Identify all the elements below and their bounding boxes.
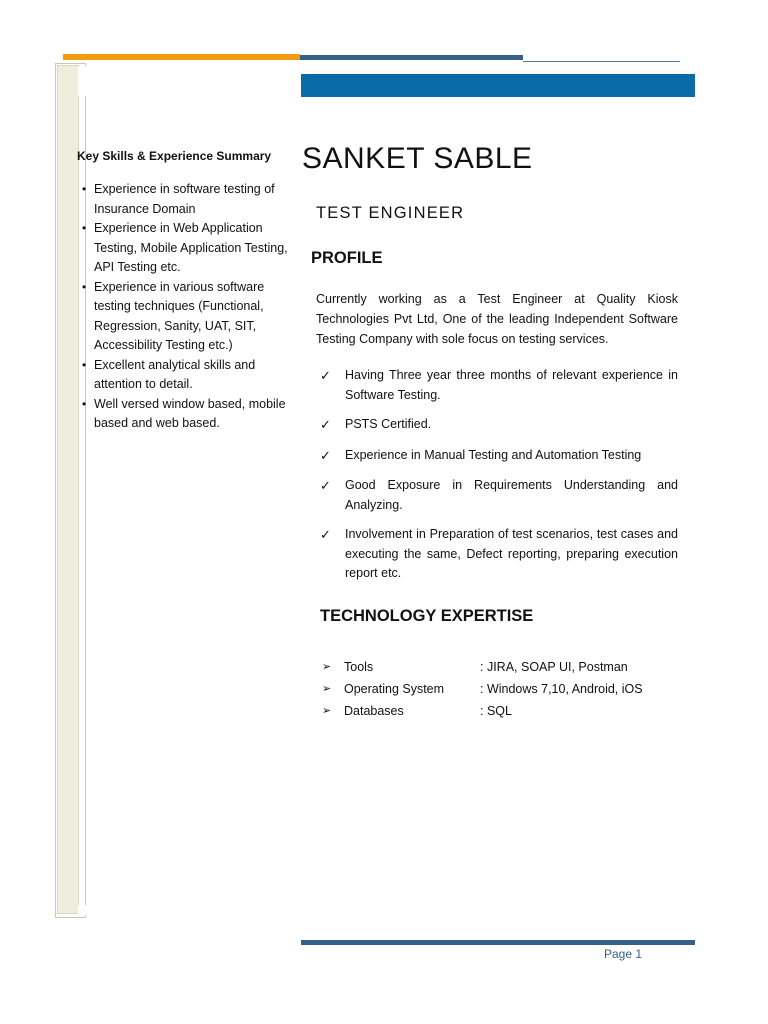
skills-list-item: • Experience in software testing of Insurance Domain: [82, 182, 275, 216]
arrowhead-icon: ➢: [322, 661, 332, 673]
highlight-item: ✓ Involvement in Preparation of test scenarios, test cases and executing the same, Defect reporting, preparing execution report etc.: [320, 527, 678, 580]
checkmark-icon: ✓: [320, 417, 331, 432]
skills-list-item: • Experience in various software testing techniques (Functional, Regression, Sanity, UAT, SIT, Accessibility Testing etc.): [82, 279, 265, 352]
profile-summary: Currently working as a Test Engineer at Quality Kiosk Technologies Pvt Ltd, One of the leading Independent Software Testing Company with sole focus on testing services.: [316, 292, 678, 346]
sidebar-frame-notch-bottom: [78, 905, 86, 915]
checkmark-icon: ✓: [320, 527, 331, 542]
skills-heading: Key Skills & Experience Summary: [77, 149, 272, 163]
arrowhead-icon: ➢: [322, 683, 332, 695]
technology-row: [322, 656, 682, 678]
technology-value: : SQL: [480, 704, 512, 718]
checkmark-icon: ✓: [320, 368, 331, 383]
technology-value: : JIRA, SOAP UI, Postman: [480, 660, 628, 674]
technology-heading: TECHNOLOGY EXPERTISE: [320, 607, 534, 625]
page-number: Page 1: [604, 947, 643, 961]
highlight-item: ✓ Experience in Manual Testing and Automation Testing: [320, 446, 678, 466]
sidebar-frame-panel: [58, 66, 78, 913]
technology-row: [322, 678, 682, 700]
arrowhead-icon: ➢: [322, 705, 332, 717]
technology-row: [322, 700, 682, 722]
top-navy-bar: [300, 55, 523, 60]
highlight-item: ✓ Good Exposure in Requirements Understanding and Analyzing.: [320, 478, 678, 512]
highlight-item: ✓ PSTS Certified.: [320, 415, 678, 435]
checkmark-icon: ✓: [320, 447, 331, 463]
job-title: TEST ENGINEER: [316, 204, 465, 222]
technology-label: Tools: [344, 660, 374, 674]
bullet-icon: •: [82, 221, 87, 235]
bullet-icon: •: [82, 396, 87, 411]
technology-value: : Windows 7,10, Android, iOS: [480, 682, 643, 696]
checkmark-icon: ✓: [320, 478, 331, 493]
skills-list-item: • Well versed window based, mobile based and web based.: [82, 396, 286, 430]
profile-heading: PROFILE: [311, 249, 383, 267]
technology-list: [322, 656, 682, 722]
bullet-icon: •: [82, 357, 87, 372]
skills-list-item: • Experience in Web Application Testing, Mobile Application Testing, API Testing etc.: [82, 221, 288, 274]
skills-list: [80, 180, 295, 434]
candidate-name: SANKET SABLE: [302, 142, 533, 175]
bullet-icon: •: [82, 182, 87, 196]
sidebar-frame-notch-top: [78, 66, 86, 96]
top-orange-bar: [63, 54, 300, 60]
technology-label: Operating System: [344, 682, 445, 696]
skills-list-item: • Excellent analytical skills and attention to detail.: [82, 357, 256, 391]
top-thin-rule: [523, 61, 680, 62]
technology-label: Databases: [344, 704, 404, 718]
highlight-item: ✓ Having Three year three months of relevant experience in Software Testing.: [320, 368, 678, 402]
footer-bar: [301, 940, 695, 945]
profile-highlights: [320, 366, 678, 584]
bullet-icon: •: [82, 279, 87, 294]
header-blue-band: [301, 74, 695, 97]
